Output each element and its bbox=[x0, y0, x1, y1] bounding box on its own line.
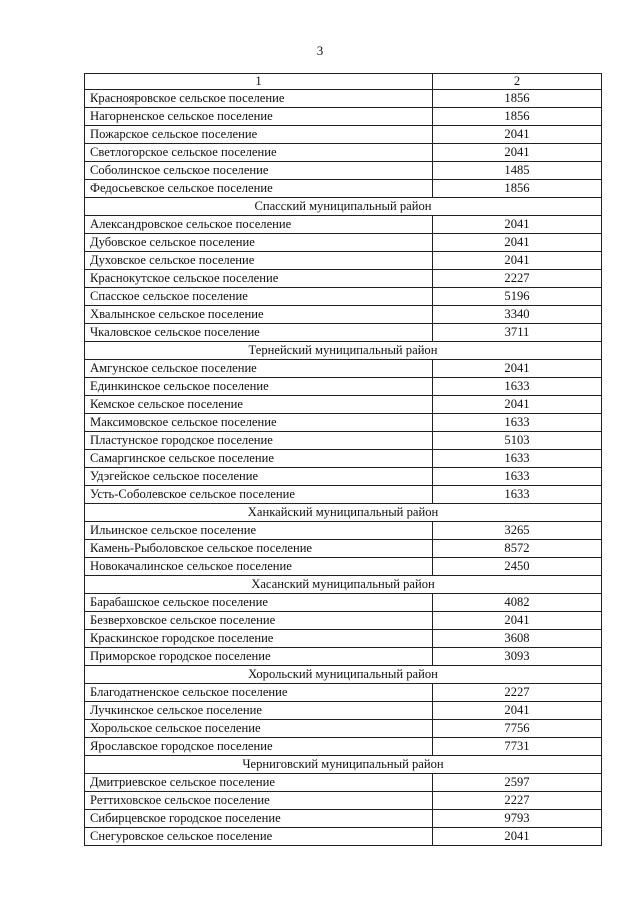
settlement-name: Дмитриевское сельское поселение bbox=[85, 774, 433, 792]
settlement-value: 1856 bbox=[433, 108, 602, 126]
settlement-value: 9793 bbox=[433, 810, 602, 828]
settlement-name: Лучкинское сельское поселение bbox=[85, 702, 433, 720]
settlement-value: 1633 bbox=[433, 450, 602, 468]
table-row bbox=[85, 324, 602, 342]
settlement-name: Ильинское сельское поселение bbox=[85, 522, 433, 540]
table-row bbox=[85, 558, 602, 576]
district-title: Хасанский муниципальный район bbox=[85, 576, 602, 594]
district-row bbox=[85, 504, 602, 522]
settlement-value: 1633 bbox=[433, 414, 602, 432]
table-row bbox=[85, 162, 602, 180]
settlement-value: 5103 bbox=[433, 432, 602, 450]
settlement-name: Новокачалинское сельское поселение bbox=[85, 558, 433, 576]
header-row bbox=[85, 74, 602, 90]
table-row bbox=[85, 378, 602, 396]
settlement-name: Удэгейское сельское поселение bbox=[85, 468, 433, 486]
settlement-value: 4082 bbox=[433, 594, 602, 612]
settlement-name: Хорольское сельское поселение bbox=[85, 720, 433, 738]
settlement-name: Краскинское городское поселение bbox=[85, 630, 433, 648]
settlement-name: Светлогорское сельское поселение bbox=[85, 144, 433, 162]
table-row bbox=[85, 792, 602, 810]
table-row bbox=[85, 468, 602, 486]
settlement-name: Сибирцевское городское поселение bbox=[85, 810, 433, 828]
settlement-value: 7731 bbox=[433, 738, 602, 756]
table-row bbox=[85, 630, 602, 648]
settlement-value: 1633 bbox=[433, 468, 602, 486]
settlement-name: Приморское городское поселение bbox=[85, 648, 433, 666]
district-title: Спасский муниципальный район bbox=[85, 198, 602, 216]
settlement-value: 3711 bbox=[433, 324, 602, 342]
settlement-name: Усть-Соболевское сельское поселение bbox=[85, 486, 433, 504]
settlement-value: 1633 bbox=[433, 378, 602, 396]
table-row bbox=[85, 594, 602, 612]
settlement-name: Краснокутское сельское поселение bbox=[85, 270, 433, 288]
district-row bbox=[85, 198, 602, 216]
table-row bbox=[85, 108, 602, 126]
table-body bbox=[85, 74, 602, 846]
table-row bbox=[85, 684, 602, 702]
settlement-name: Пластунское городское поселение bbox=[85, 432, 433, 450]
settlement-name: Снегуровское сельское поселение bbox=[85, 828, 433, 846]
table-row bbox=[85, 216, 602, 234]
settlement-value: 2041 bbox=[433, 252, 602, 270]
settlement-name: Чкаловское сельское поселение bbox=[85, 324, 433, 342]
settlement-name: Кемское сельское поселение bbox=[85, 396, 433, 414]
table-row bbox=[85, 486, 602, 504]
settlement-value: 5196 bbox=[433, 288, 602, 306]
settlement-name: Барабашское сельское поселение bbox=[85, 594, 433, 612]
district-row bbox=[85, 576, 602, 594]
settlement-name: Хвалынское сельское поселение bbox=[85, 306, 433, 324]
table-row bbox=[85, 270, 602, 288]
settlement-value: 2041 bbox=[433, 612, 602, 630]
settlement-value: 2041 bbox=[433, 216, 602, 234]
table-row bbox=[85, 450, 602, 468]
district-title: Ханкайский муниципальный район bbox=[85, 504, 602, 522]
settlement-name: Спасское сельское поселение bbox=[85, 288, 433, 306]
table-row bbox=[85, 432, 602, 450]
table-row bbox=[85, 306, 602, 324]
settlement-value: 1856 bbox=[433, 90, 602, 108]
table-row bbox=[85, 414, 602, 432]
table-row bbox=[85, 648, 602, 666]
settlement-value: 3093 bbox=[433, 648, 602, 666]
table-row bbox=[85, 828, 602, 846]
table-row bbox=[85, 144, 602, 162]
settlement-name: Александровское сельское поселение bbox=[85, 216, 433, 234]
settlement-value: 2041 bbox=[433, 126, 602, 144]
district-title: Черниговский муниципальный район bbox=[85, 756, 602, 774]
settlement-value: 2041 bbox=[433, 396, 602, 414]
settlement-value: 2041 bbox=[433, 234, 602, 252]
settlement-name: Федосьевское сельское поселение bbox=[85, 180, 433, 198]
settlement-value: 8572 bbox=[433, 540, 602, 558]
settlement-name: Амгунское сельское поселение bbox=[85, 360, 433, 378]
column-header-2: 2 bbox=[433, 74, 602, 90]
settlement-name: Духовское сельское поселение bbox=[85, 252, 433, 270]
settlement-name: Ярославское городское поселение bbox=[85, 738, 433, 756]
settlement-name: Самаргинское сельское поселение bbox=[85, 450, 433, 468]
settlement-value: 3608 bbox=[433, 630, 602, 648]
settlement-value: 1633 bbox=[433, 486, 602, 504]
settlement-name: Единкинское сельское поселение bbox=[85, 378, 433, 396]
settlement-name: Реттиховское сельское поселение bbox=[85, 792, 433, 810]
settlement-name: Нагорненское сельское поселение bbox=[85, 108, 433, 126]
settlement-name: Соболинское сельское поселение bbox=[85, 162, 433, 180]
table-row bbox=[85, 810, 602, 828]
settlement-value: 2041 bbox=[433, 144, 602, 162]
settlement-name: Камень-Рыболовское сельское поселение bbox=[85, 540, 433, 558]
table-row bbox=[85, 180, 602, 198]
district-row bbox=[85, 666, 602, 684]
settlement-name: Максимовское сельское поселение bbox=[85, 414, 433, 432]
district-row bbox=[85, 756, 602, 774]
settlement-value: 3265 bbox=[433, 522, 602, 540]
district-title: Тернейский муниципальный район bbox=[85, 342, 602, 360]
settlement-value: 2227 bbox=[433, 270, 602, 288]
table-row bbox=[85, 360, 602, 378]
district-row bbox=[85, 342, 602, 360]
settlement-name: Благодатненское сельское поселение bbox=[85, 684, 433, 702]
settlement-name: Дубовское сельское поселение bbox=[85, 234, 433, 252]
table-row bbox=[85, 396, 602, 414]
table-row bbox=[85, 234, 602, 252]
settlement-value: 2227 bbox=[433, 792, 602, 810]
table-row bbox=[85, 288, 602, 306]
settlement-value: 1856 bbox=[433, 180, 602, 198]
table-row bbox=[85, 738, 602, 756]
table-row bbox=[85, 126, 602, 144]
table-row bbox=[85, 702, 602, 720]
settlement-name: Краснояровское сельское поселение bbox=[85, 90, 433, 108]
settlement-name: Пожарское сельское поселение bbox=[85, 126, 433, 144]
table-row bbox=[85, 720, 602, 738]
settlement-name: Безверховское сельское поселение bbox=[85, 612, 433, 630]
settlement-value: 2597 bbox=[433, 774, 602, 792]
settlement-value: 2041 bbox=[433, 828, 602, 846]
settlement-value: 1485 bbox=[433, 162, 602, 180]
settlement-value: 2227 bbox=[433, 684, 602, 702]
district-title: Хорольский муниципальный район bbox=[85, 666, 602, 684]
table-row bbox=[85, 252, 602, 270]
settlement-value: 2041 bbox=[433, 702, 602, 720]
settlements-table bbox=[84, 73, 602, 846]
column-header-1: 1 bbox=[85, 74, 433, 90]
settlement-value: 2450 bbox=[433, 558, 602, 576]
table-row bbox=[85, 522, 602, 540]
table-row bbox=[85, 774, 602, 792]
settlement-value: 7756 bbox=[433, 720, 602, 738]
table-row bbox=[85, 612, 602, 630]
table-row bbox=[85, 90, 602, 108]
page-number: 3 bbox=[316, 43, 324, 58]
table-row bbox=[85, 540, 602, 558]
settlement-value: 3340 bbox=[433, 306, 602, 324]
settlement-value: 2041 bbox=[433, 360, 602, 378]
